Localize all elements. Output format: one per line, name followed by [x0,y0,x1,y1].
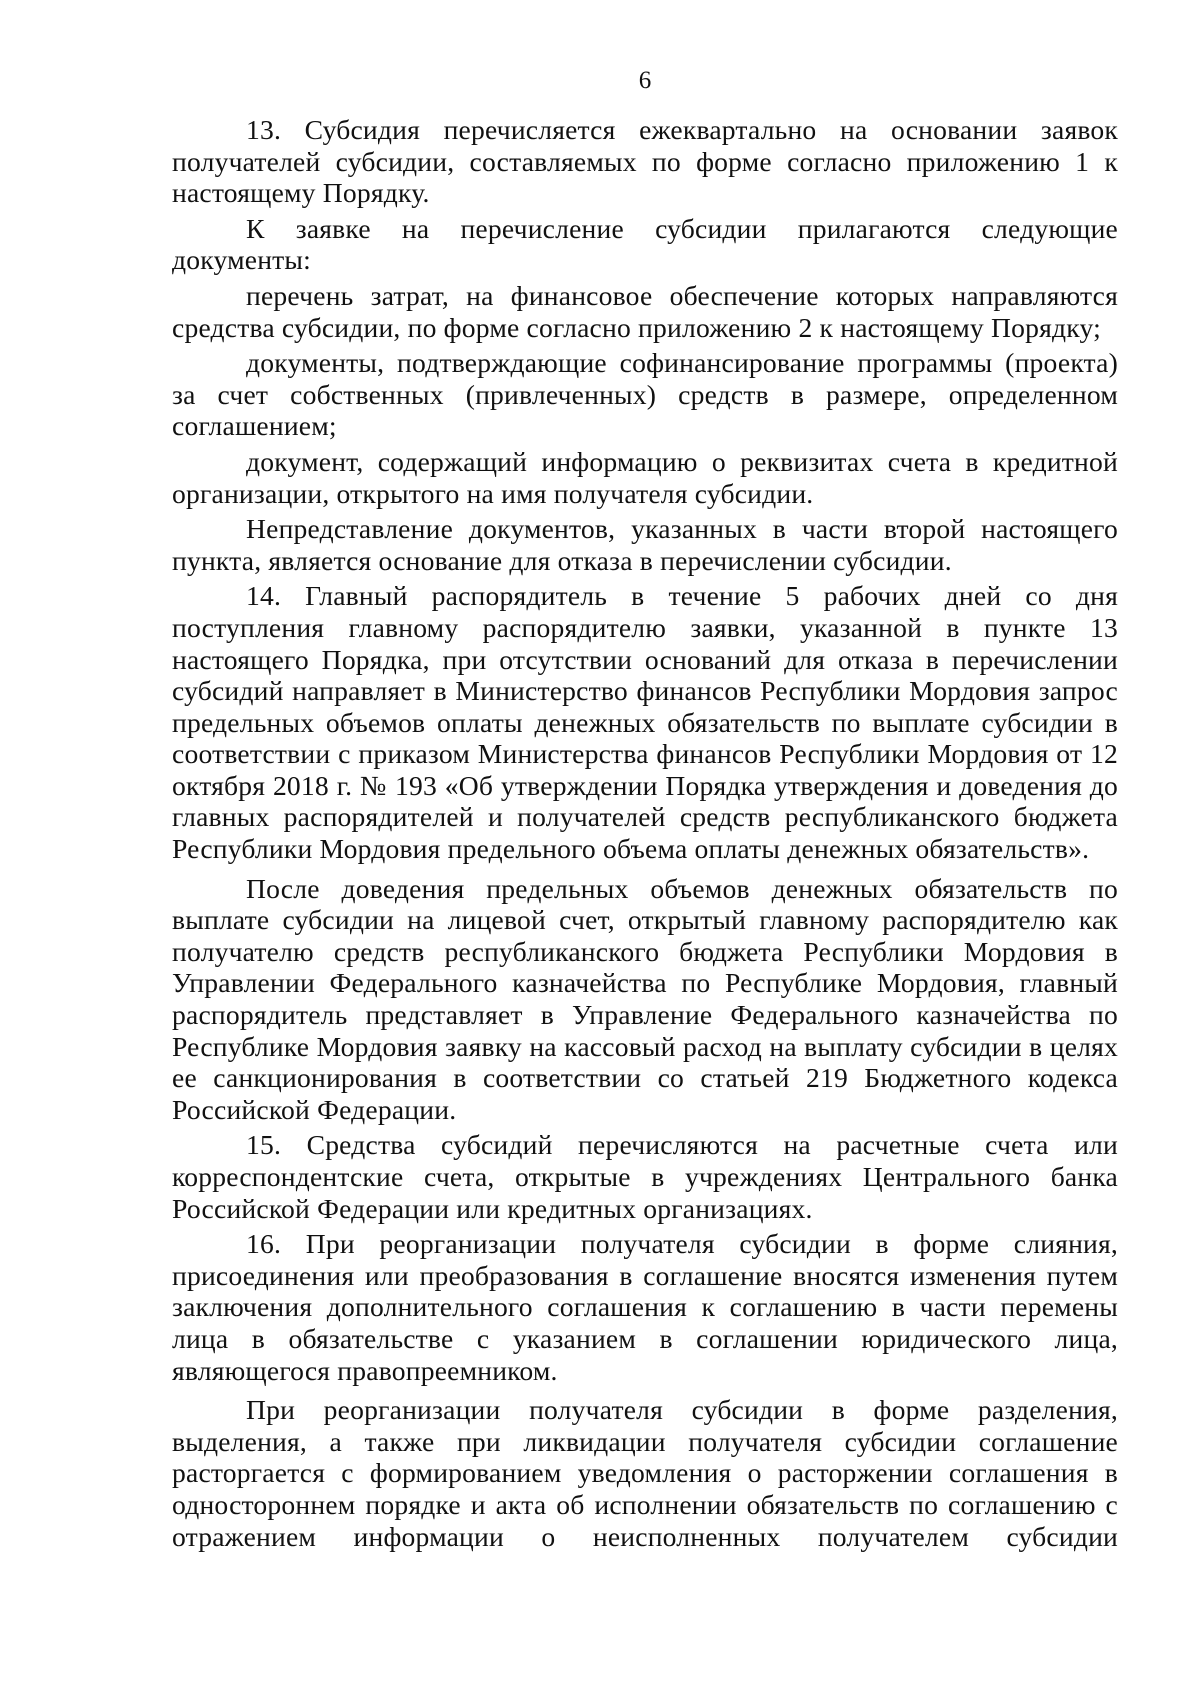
paragraph-application-documents: К заявке на перечисление субсидии прилагаются следующие документы: [172,212,1118,276]
paragraph-division-liquidation: При реорганизации получателя субсидии в форме разделения, выделения, а также при ликвидации получателя субсидии соглашение расторгается с формированием уведомления о расторжении соглашения в одностороннем порядке и акта об исполнении обязательств по соглашению с отражением информации о неисполненных получателем субсидии [172,1394,1118,1552]
paragraph-account-details: документ, содержащий информацию о реквизитах счета в кредитной организации, открытого на имя получателя субсидии. [172,445,1118,509]
document-body [172,114,1118,1552]
paragraph-13-transfer: 13. Субсидия перечисляется ежеквартально на основании заявок получателей субсидии, составляемых по форме согласно приложению 1 к настоящему Порядку. [172,114,1118,209]
paragraph-16-reorganization: 16. При реорганизации получателя субсидии в форме слияния, присоединения или преобразования в соглашение вносятся изменения путем заключения дополнительного соглашения к соглашению в части перемены лица в обязательстве с указанием в соглашении юридического лица, являющегося правопреемником. [172,1228,1118,1386]
paragraph-14-limits-request: 14. Главный распорядитель в течение 5 рабочих дней со дня поступления главному распорядителю заявки, указанной в пункте 13 настоящего Порядка, при отсутствии оснований для отказа в перечислении субсидий направляет в Министерство финансов Республики Мордовия запрос предельных объемов оплаты денежных обязательств по выплате субсидии в соответствии с приказом Министерства финансов Республики Мордовия от 12 октября 2018 г. № 193 «Об утверждении Порядка утверждения и доведения до главных распорядителей и получателей средств республиканского бюджета Республики Мордовия предельного объема оплаты денежных обязательств». [172,580,1118,865]
paragraph-15-accounts: 15. Средства субсидий перечисляются на расчетные счета или корреспондентские счета, открытые в учреждениях Центрального банка Российской Федерации или кредитных организациях. [172,1129,1118,1224]
paragraph-cost-list: перечень затрат, на финансовое обеспечение которых направляются средства субсидии, по форме согласно приложению 2 к настоящему Порядку; [172,279,1118,343]
paragraph-refusal-grounds: Непредставление документов, указанных в части второй настоящего пункта, является основание для отказа в перечислении субсидии. [172,513,1118,576]
page-number: 6 [638,67,652,94]
paragraph-cofinancing-documents: документы, подтверждающие софинансирование программы (проекта) за счет собственных (привлеченных) средств в размере, определенном соглашением; [172,347,1118,442]
paragraph-treasury-application: После доведения предельных объемов денежных обязательств по выплате субсидии на лицевой счет, открытый главному распорядителю как получателю средств республиканского бюджета Республики Мордовия в Управлении Федерального казначейства по Республике Мордовия, главный распорядитель представляет в Управление Федерального казначейства по Республике Мордовия заявку на кассовый расход на выплату субсидии в целях ее санкционирования в соответствии со статьей 219 Бюджетного кодекса Российской Федерации. [172,872,1118,1125]
